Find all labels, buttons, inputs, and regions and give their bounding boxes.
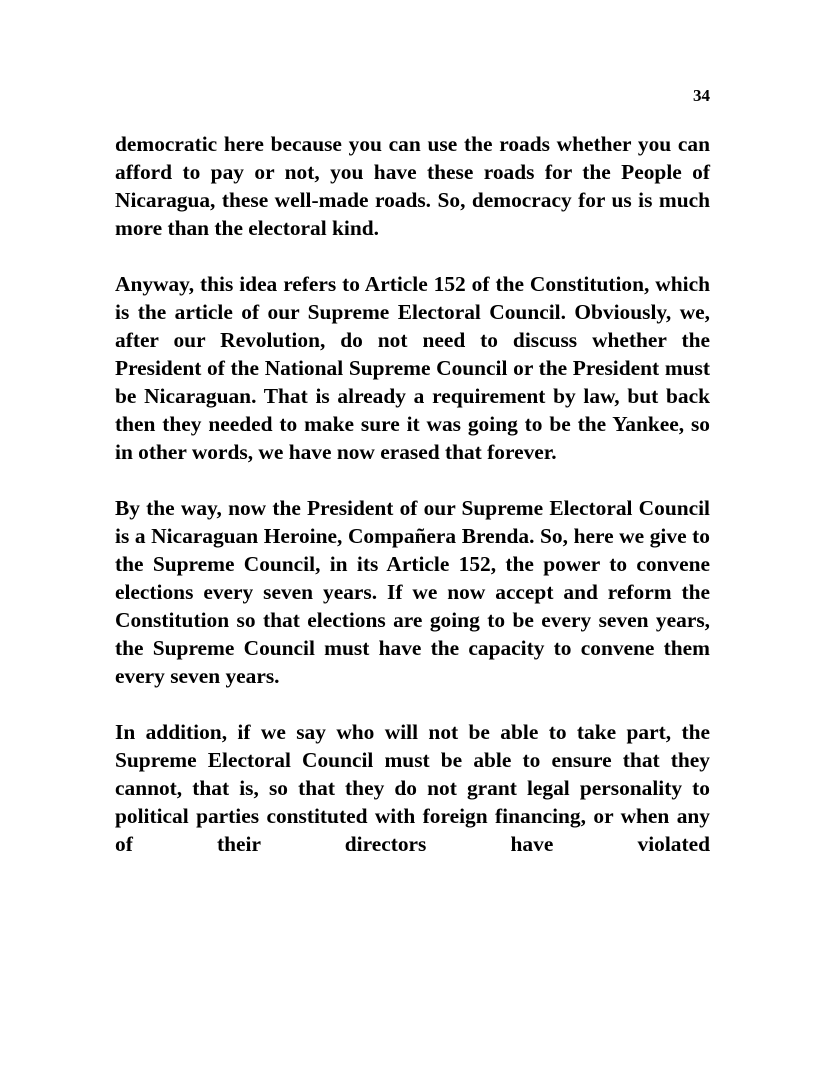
- page-number: 34: [693, 86, 710, 105]
- paragraph-1: democratic here because you can use the roads whether you can afford to pay or not, you have these roads for the People of Nicaragua, these well-made roads. So, democracy for us is much more than the electoral kind.: [115, 132, 710, 240]
- paragraph-3: By the way, now the President of our Supreme Electoral Council is a Nicaraguan Heroine, Compañera Brenda. So, here we give to the Supreme Council, in its Article 152, the power to convene elections every seven years. If we now accept and reform the Constitution so that elections are going to be every seven years, the Supreme Council must have the capacity to convene them every seven years.: [115, 496, 710, 688]
- paragraph-4: In addition, if we say who will not be able to take part, the Supreme Electoral Council must be able to ensure that they cannot, that is, so that they do not grant legal personality to political parties constituted with foreign financing, or when any of their directors have violated: [115, 720, 710, 856]
- document-body: [115, 130, 710, 886]
- paragraph-2: Anyway, this idea refers to Article 152 of the Constitution, which is the article of our Supreme Electoral Council. Obviously, we, after our Revolution, do not need to discuss whether the President of the National Supreme Council or the President must be Nicaraguan. That is already a requirement by law, but back then they needed to make sure it was going to be the Yankee, so in other words, we have now erased that forever.: [115, 272, 710, 464]
